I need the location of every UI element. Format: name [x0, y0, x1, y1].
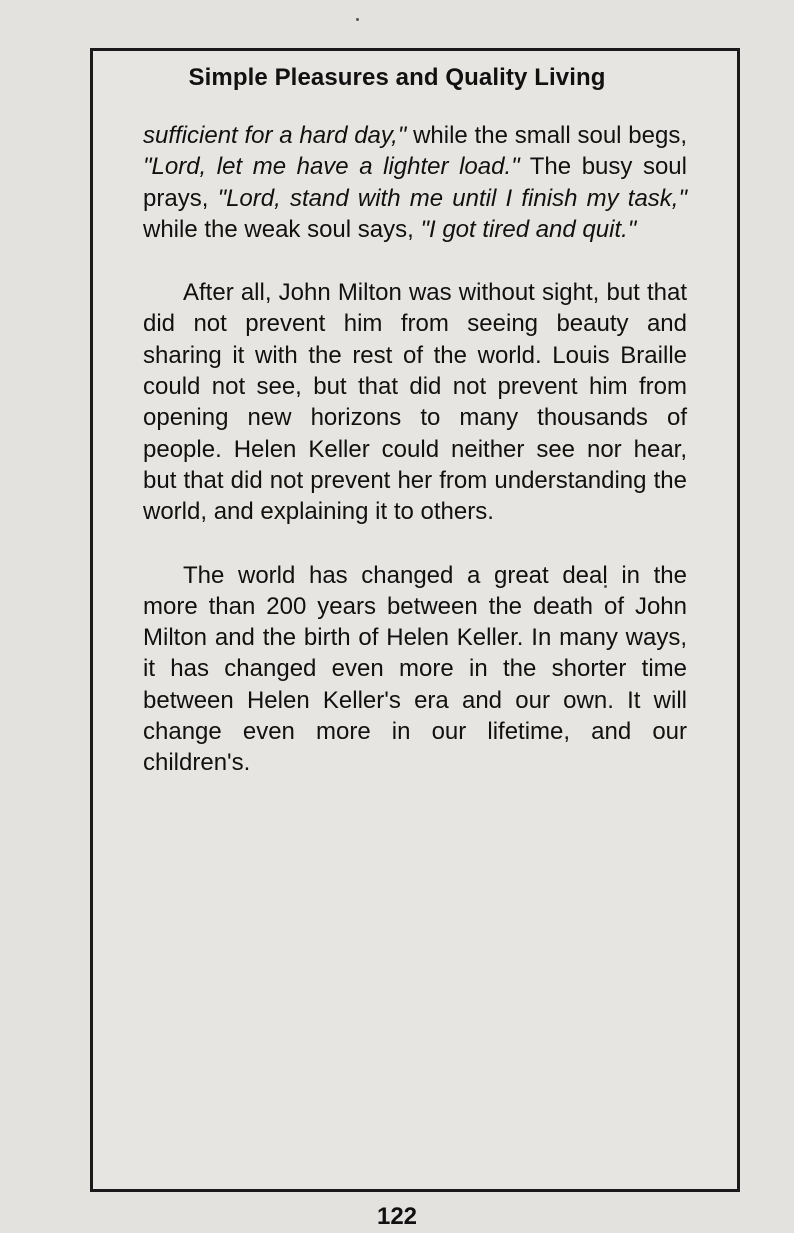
- quote-lighter-load: "Lord, let me have a lighter load.": [143, 153, 520, 181]
- paragraph-milton-braille-keller: After all, John Milton was without sight, but that did not prevent him from seeing beauty and sharing it with the rest of the world. Louis Braille could not see, but that did not prevent him from opening new horizons to many thousands of people. Helen Keller could neither see nor hear, but that did not prevent her from understanding the world, and explaining it to others.: [143, 279, 687, 526]
- page-number: 122: [376, 1203, 418, 1230]
- quote-hard-day: sufficient for a hard day,": [143, 122, 407, 149]
- paragraph-continued: [143, 120, 687, 245]
- quote-tired-quit: "I got tired and quit.": [420, 215, 637, 243]
- page-body: [143, 120, 687, 811]
- running-header: Simple Pleasures and Quality Living: [188, 64, 606, 91]
- paragraph-world-changed: The world has changed a great deal in the more than 200 years between the death of John Milton and the birth of Helen Keller. In many ways, it has changed even more in the shorter time between Helen Keller's era and our own. It will change even more in our lifetime, and our children's.: [143, 561, 687, 777]
- text-busy-soul: The busy soul prays,: [143, 153, 687, 212]
- print-speck: [356, 18, 359, 21]
- text-small-soul: while the small soul begs,: [406, 122, 687, 149]
- text-weak-soul: while the weak soul says,: [143, 215, 421, 243]
- quote-stand-with-me: "Lord, stand with me until I finish my task,": [217, 184, 687, 212]
